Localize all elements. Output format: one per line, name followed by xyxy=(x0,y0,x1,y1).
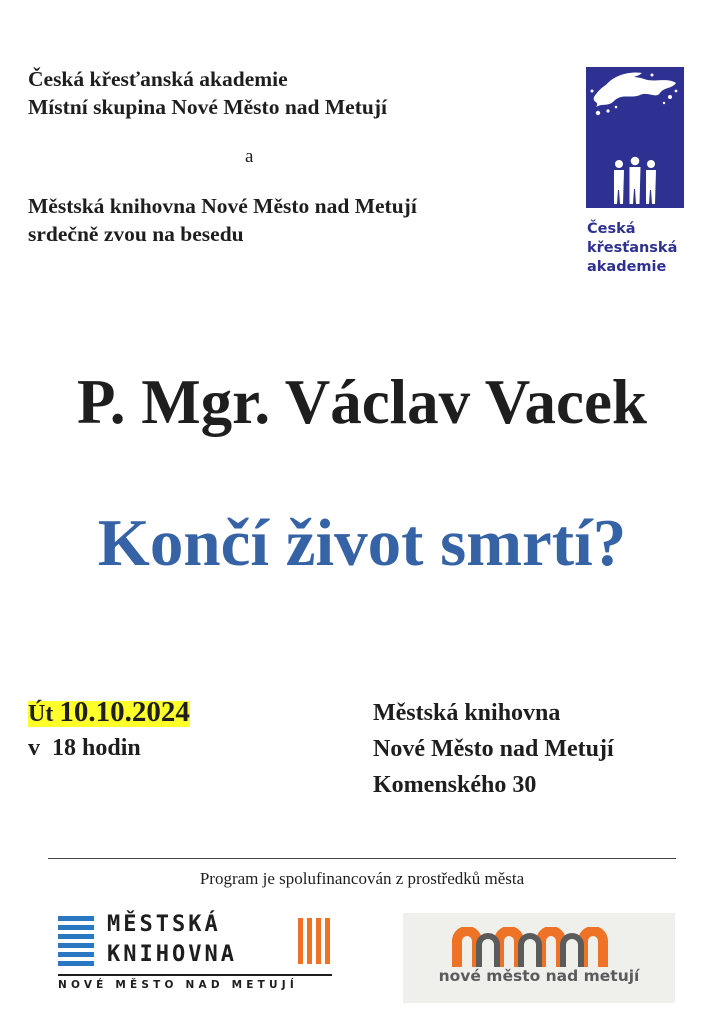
venue-line-2: Nové Město nad Metují xyxy=(373,736,614,762)
invitation-line: srdečně zvou na besedu xyxy=(28,222,244,246)
town-logo xyxy=(403,913,675,1003)
funding-note: Program je spolufinancován z prostředků města xyxy=(199,869,525,888)
event-date xyxy=(28,694,190,732)
event-time: v 18 hodin xyxy=(28,735,141,761)
footer-divider xyxy=(48,858,676,859)
event-date-highlight xyxy=(28,696,190,728)
library-logo-line-3: NOVÉ MĚSTO NAD METUJÍ xyxy=(58,979,298,991)
library-logo xyxy=(58,912,334,1004)
conjunction: a xyxy=(245,146,254,167)
cka-logo-text xyxy=(587,220,677,277)
library-bars-icon xyxy=(298,918,334,964)
library-logo-rule xyxy=(58,974,332,976)
library-logo-line-2: KNIHOVNA xyxy=(107,942,237,967)
organizer-line-2: Místní skupina Nové Město nad Metují xyxy=(28,95,387,119)
venue-line-3: Komenského 30 xyxy=(373,772,537,798)
cka-logo-line-3: akademie xyxy=(587,259,667,275)
talk-title: Končí život smrtí? xyxy=(97,506,627,580)
town-logo-caption: nové město nad metují xyxy=(438,967,640,985)
cka-logo-line-2: křesťanská xyxy=(587,240,678,256)
cka-logo-line-1: Česká xyxy=(587,221,636,237)
event-day: Út xyxy=(28,701,54,727)
library-logo-line-1: MĚSTSKÁ xyxy=(107,912,221,937)
town-mark-icon xyxy=(449,927,629,967)
venue-line-1: Městská knihovna xyxy=(373,700,561,726)
organizer-line-3: Městská knihovna Nové Město nad Metují xyxy=(28,194,417,218)
library-stripes-icon xyxy=(58,916,94,966)
organizer-line-1: Česká křesťanská akademie xyxy=(28,67,288,91)
event-date-value: 10.10.2024 xyxy=(59,696,190,728)
cka-logo-icon xyxy=(586,67,684,208)
speaker-name: P. Mgr. Václav Vacek xyxy=(77,367,647,437)
